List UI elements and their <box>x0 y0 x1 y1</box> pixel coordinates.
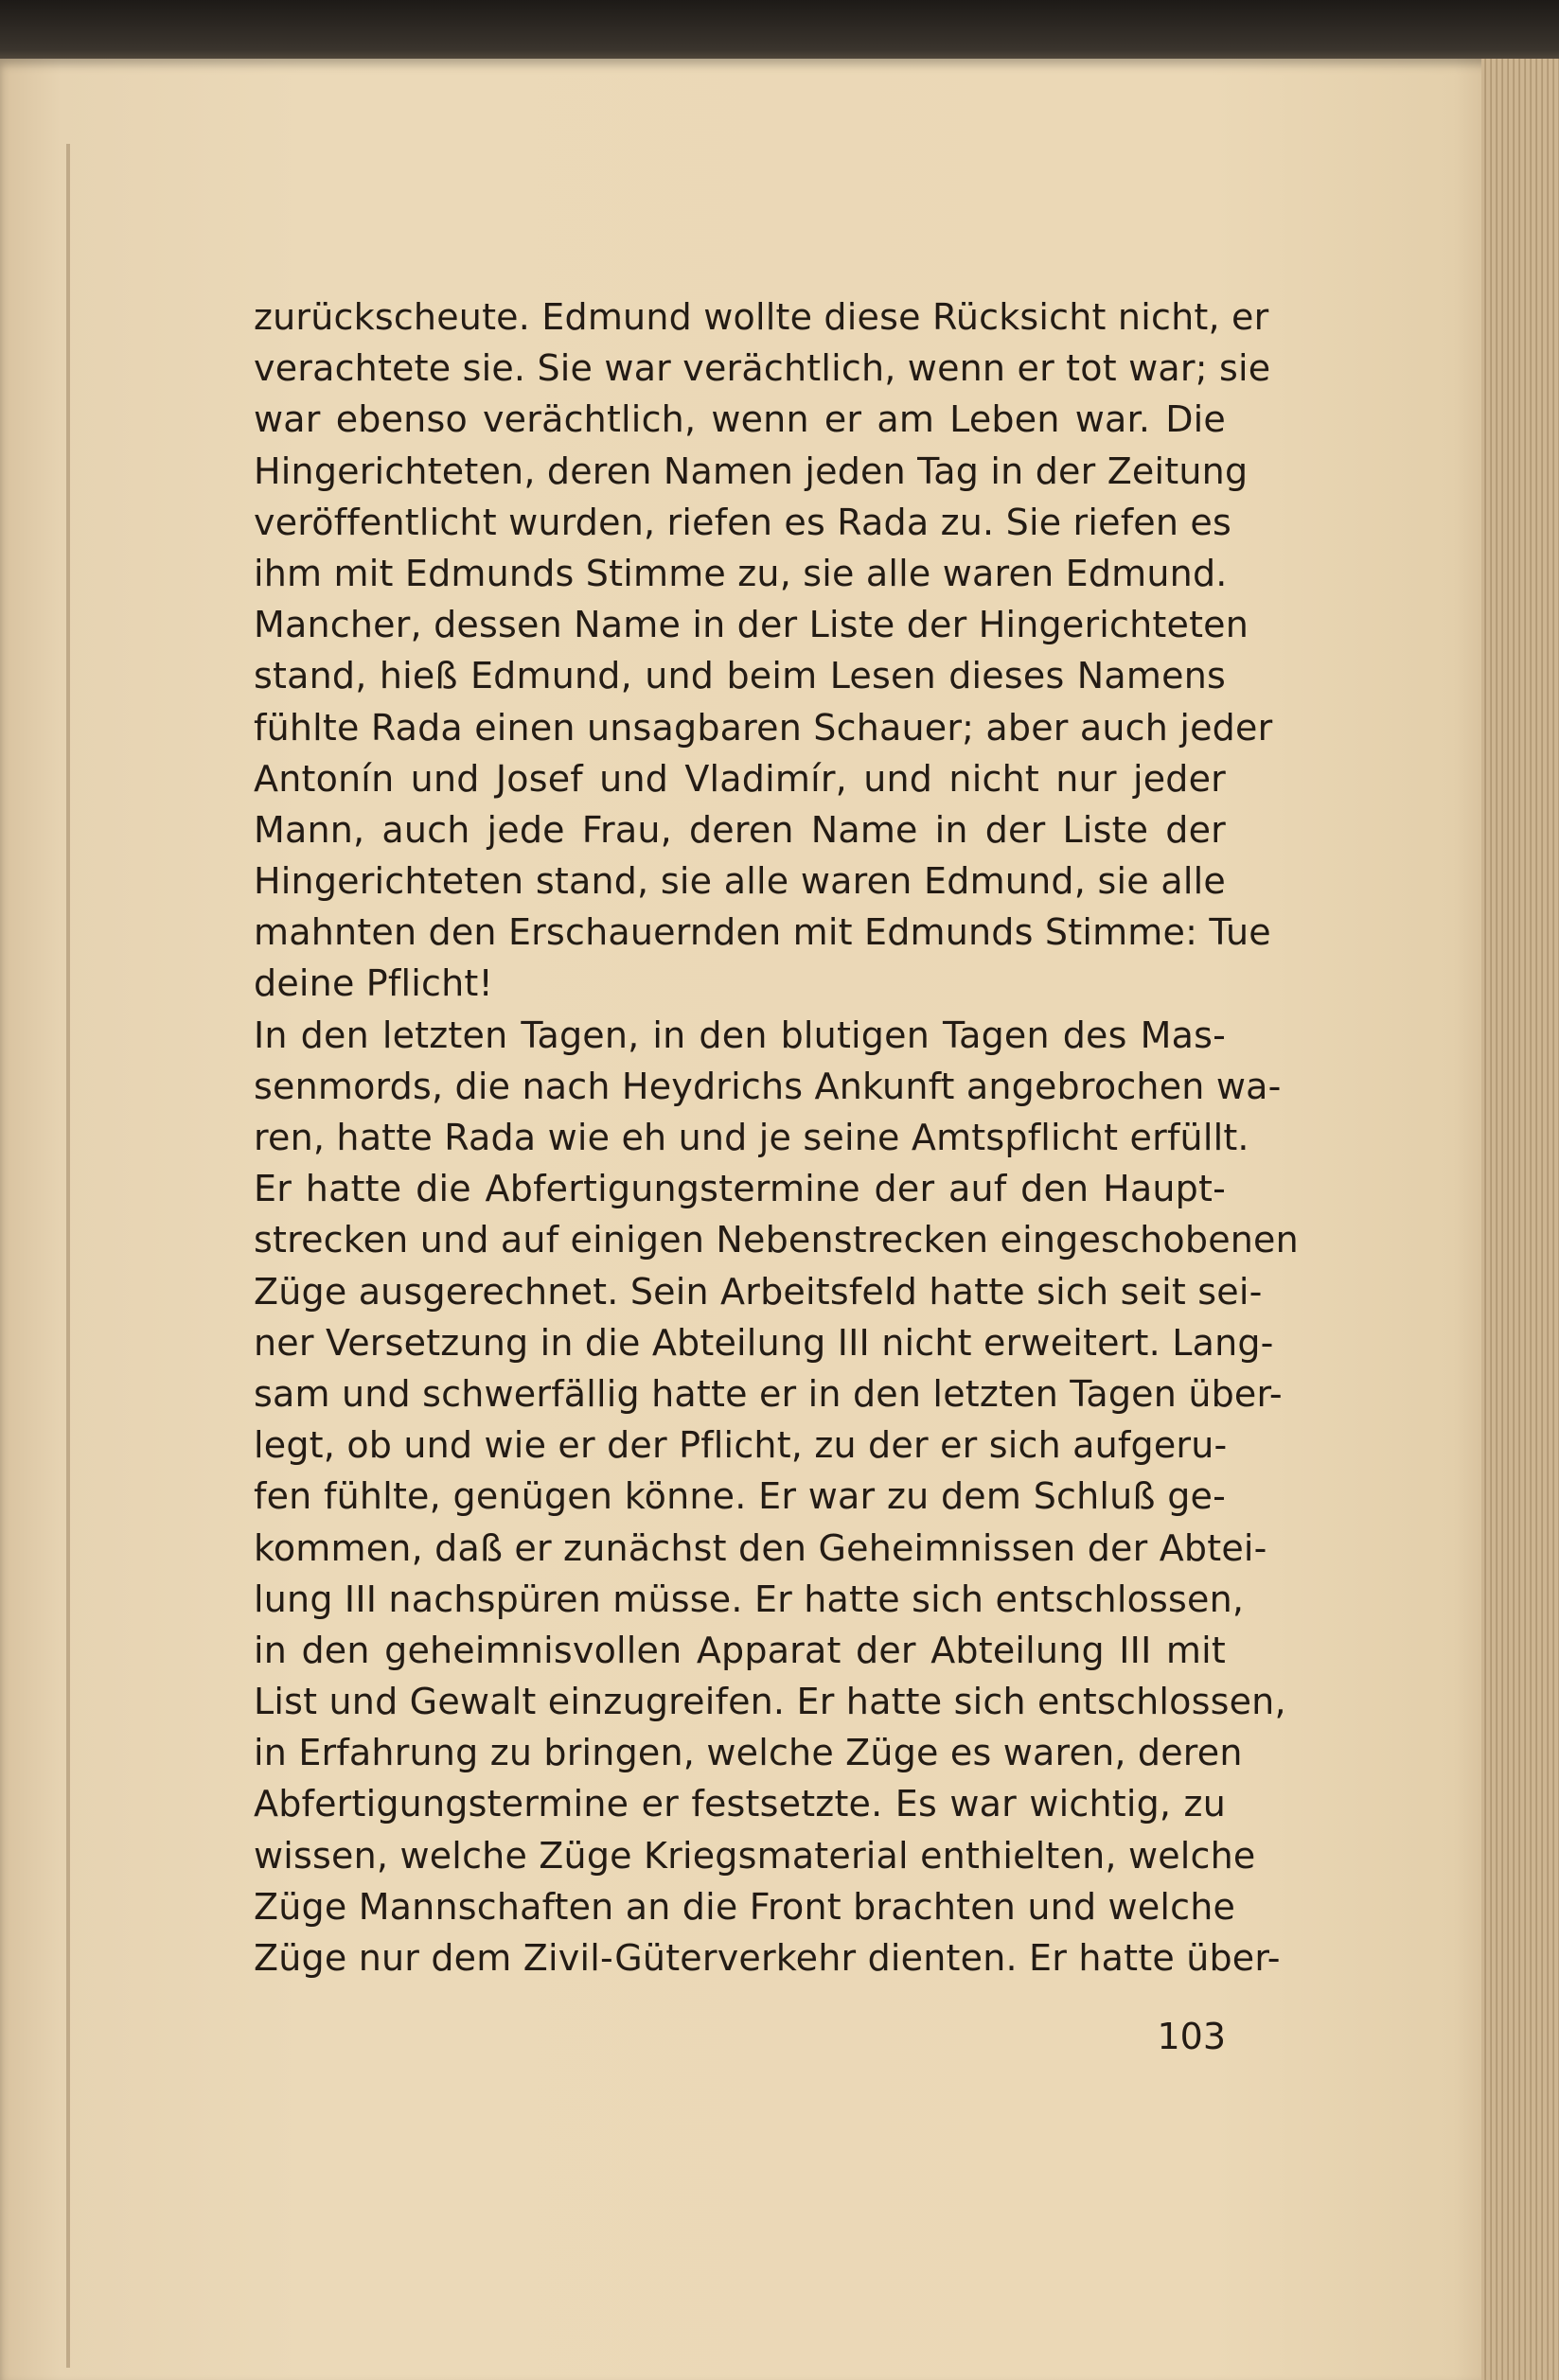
body-text <box>254 291 1299 1983</box>
text-line: lung III nachspüren müsse. Er hatte sich entschlossen, <box>254 1578 1245 1620</box>
text-line: stand, hieß Edmund, und beim Lesen dieses Namens <box>254 655 1226 697</box>
text-line: in den geheimnisvollen Apparat der Abteilung III mit <box>254 1629 1226 1671</box>
text-line: Mancher, dessen Name in der Liste der Hingerichteten <box>254 604 1249 646</box>
text-line: Abfertigungstermine er festsetzte. Es war wichtig, zu <box>254 1783 1226 1825</box>
text-line: Züge ausgerechnet. Sein Arbeitsfeld hatte sich seit sei- <box>254 1270 1263 1313</box>
text-line: in Erfahrung zu bringen, welche Züge es waren, deren <box>254 1732 1243 1774</box>
text-line: Antonín und Josef und Vladimír, und nicht nur jeder <box>254 757 1226 800</box>
text-line: wissen, welche Züge Kriegsmaterial enthielten, welche <box>254 1834 1256 1877</box>
text-line: fühlte Rada einen unsagbaren Schauer; aber auch jeder <box>254 706 1273 749</box>
page-edges <box>1481 59 1559 2380</box>
text-line: deine Pflicht! <box>254 962 493 1005</box>
text-line: kommen, daß er zunächst den Geheimnissen der Abtei- <box>254 1526 1267 1569</box>
text-line: Züge Mannschaften an die Front brachten und welche <box>254 1885 1236 1928</box>
text-line: war ebenso verächtlich, wenn er am Leben war. Die <box>254 398 1226 441</box>
text-line: legt, ob und wie er der Pflicht, zu der er sich aufgeru- <box>254 1424 1228 1467</box>
text-line: ren, hatte Rada wie eh und je seine Amtspflicht erfüllt. <box>254 1117 1249 1158</box>
text-line: mahnten den Erschauernden mit Edmunds Stimme: Tue <box>254 911 1271 954</box>
text-line: fen fühlte, genügen könne. Er war zu dem Schluß ge- <box>254 1475 1226 1518</box>
text-line: veröffentlicht wurden, riefen es Rada zu. Sie riefen es <box>254 501 1232 543</box>
text-line: In den letzten Tagen, in den blutigen Tagen des Mas- <box>254 1014 1226 1056</box>
text-line: Mann, auch jede Frau, deren Name in der Liste der <box>254 808 1226 851</box>
text-line: verachtete sie. Sie war verächtlich, wenn er tot war; sie <box>254 347 1271 390</box>
text-line: strecken und auf einigen Nebenstrecken eingeschobenen <box>254 1219 1299 1261</box>
text-line: Hingerichteten stand, sie alle waren Edmund, sie alle <box>254 860 1226 903</box>
text-line: sam und schwerfällig hatte er in den letzten Tagen über- <box>254 1372 1283 1415</box>
text-line: Hingerichteten, deren Namen jeden Tag in der Zeitung <box>254 450 1249 492</box>
text-line: zurückscheute. Edmund wollte diese Rücksicht nicht, er <box>254 296 1269 338</box>
text-line: List und Gewalt einzugreifen. Er hatte sich entschlossen, <box>254 1681 1286 1723</box>
page-number: 103 <box>1157 2016 1226 2057</box>
text-line: senmords, die nach Heydrichs Ankunft angebrochen wa- <box>254 1065 1282 1107</box>
text-line: ihm mit Edmunds Stimme zu, sie alle waren Edmund. <box>254 552 1228 594</box>
page-gutter-shadow <box>66 144 70 2368</box>
text-line: Züge nur dem Zivil-Güterverkehr dienten. Er hatte über- <box>254 1937 1281 1979</box>
text-line: Er hatte die Abfertigungstermine der auf den Haupt- <box>254 1168 1226 1210</box>
text-line: ner Versetzung in die Abteilung III nicht erweitert. Lang- <box>254 1321 1274 1364</box>
